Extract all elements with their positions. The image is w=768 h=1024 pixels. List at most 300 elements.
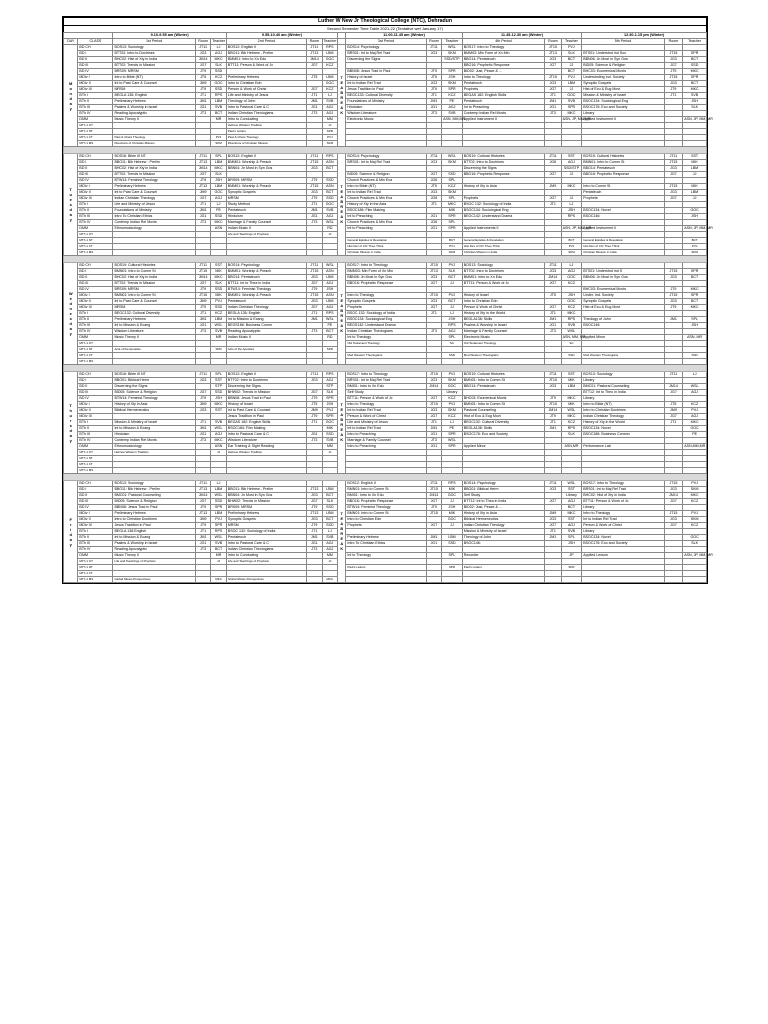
cell: Intro to Bible (NT) bbox=[346, 184, 426, 190]
cell: BHC03: Ecumenical Movts bbox=[462, 396, 544, 402]
cell: KCZ bbox=[561, 281, 582, 287]
cell: JG7 bbox=[664, 499, 683, 505]
cell: BSOC176: Eco and Society bbox=[462, 432, 544, 438]
cell: JJ bbox=[322, 232, 337, 238]
cell: JT11 bbox=[195, 372, 210, 378]
break-letter: T bbox=[340, 293, 343, 298]
cell: JP bbox=[561, 553, 582, 559]
cell: SSD bbox=[211, 87, 226, 93]
cell: MIK bbox=[561, 402, 582, 408]
day-letter: F bbox=[69, 516, 72, 522]
cell: BBO14: Pentateuch bbox=[462, 384, 544, 390]
cell: JG7 bbox=[195, 172, 210, 178]
cell: Christian Mission in India bbox=[346, 250, 426, 256]
cell: GOC bbox=[561, 275, 582, 281]
cell: JG1 bbox=[426, 226, 441, 232]
cell: BBN08: Jesus Trad in Paul bbox=[113, 505, 195, 511]
cell: JG3 bbox=[664, 190, 683, 196]
cell: MIK bbox=[683, 160, 707, 166]
cell: BSOC176: Eco and Society bbox=[582, 105, 664, 111]
cell: JT9 bbox=[664, 287, 683, 293]
break-letter: B bbox=[340, 526, 344, 531]
cell: MKC bbox=[683, 420, 707, 426]
cell: JSH bbox=[442, 75, 463, 81]
break-letter: A bbox=[340, 323, 344, 328]
cell: Library bbox=[442, 390, 463, 396]
cell: Electronic Music bbox=[462, 335, 544, 341]
class-cell: BTh IV bbox=[78, 329, 113, 335]
cell: BTT11: Person & Work of Jc bbox=[582, 499, 664, 505]
cell: Psalms & Worship in Israel bbox=[113, 541, 195, 547]
cell: JT1 bbox=[545, 202, 561, 208]
class-cell: BTh III bbox=[78, 323, 113, 329]
cell: JG7 bbox=[307, 390, 322, 396]
cell: JM1 bbox=[307, 99, 322, 105]
cell: Electronic Music bbox=[346, 117, 426, 123]
cell: JG3 bbox=[426, 51, 441, 57]
column-header: Room bbox=[545, 39, 561, 45]
cell: SST bbox=[561, 487, 582, 493]
cell: Int to Mission & Ecang bbox=[113, 323, 195, 329]
cell: Prophets bbox=[462, 87, 544, 93]
cell: AGJ bbox=[211, 432, 226, 438]
cell: LBM bbox=[561, 384, 582, 390]
cell: Synoptic Gospels bbox=[582, 81, 664, 87]
cell: Contemp Indian Rel Movts bbox=[113, 220, 195, 226]
cell: AGJ bbox=[322, 541, 337, 547]
cell: LBM bbox=[211, 317, 226, 323]
slot-time: 9.55-10.40 am (Winter) bbox=[226, 33, 337, 39]
cell: AGJ bbox=[322, 281, 337, 287]
class-cell: BD IV bbox=[78, 178, 113, 184]
cell: Library bbox=[582, 529, 664, 535]
day-separator bbox=[64, 256, 707, 263]
cell: BTS01: Understnd Ind S bbox=[582, 269, 664, 275]
day-letter: n bbox=[69, 90, 72, 96]
cell: JT1 bbox=[426, 202, 441, 208]
break-letter: K bbox=[340, 110, 344, 115]
cell: JT15 bbox=[664, 269, 683, 275]
class-cell: MTh 1 OT bbox=[78, 232, 113, 238]
break-letter: T bbox=[340, 402, 343, 407]
cell: JG3 bbox=[307, 378, 322, 384]
cell: JT15 bbox=[307, 269, 322, 275]
cell: JG3 bbox=[426, 299, 441, 305]
cell: SST bbox=[211, 378, 226, 384]
day-letter: T bbox=[69, 402, 72, 408]
cell: JT9 bbox=[307, 178, 322, 184]
class-cell: MTh 1 CT bbox=[78, 135, 113, 141]
cell: JG3 bbox=[664, 517, 683, 523]
column-header: Teacher bbox=[323, 39, 337, 43]
cell: PVJ bbox=[442, 244, 463, 250]
cell: Mod Western Theologians bbox=[582, 353, 664, 359]
cell: JJ bbox=[683, 172, 707, 178]
cell: Prophets bbox=[346, 523, 426, 529]
cell: LJ bbox=[211, 202, 226, 208]
cell: BID05: Science & Religion bbox=[346, 172, 426, 178]
column-header: Room bbox=[426, 39, 441, 45]
cell bbox=[426, 577, 441, 583]
cell: LBM bbox=[211, 511, 226, 517]
tea-break-label bbox=[338, 481, 346, 583]
break-letter: T bbox=[340, 511, 343, 516]
column-header: Teacher bbox=[683, 39, 707, 45]
cell: JSH bbox=[211, 178, 226, 184]
cell: BBO11: Bib Hebrew - Prelim bbox=[226, 51, 306, 57]
cell: SKM bbox=[561, 250, 582, 256]
cell: Person & Work of Christ bbox=[346, 414, 426, 420]
break-letter: E bbox=[340, 80, 343, 85]
cell: MKC bbox=[683, 69, 707, 75]
cell: JT3 bbox=[307, 111, 322, 117]
cell: JG7 bbox=[545, 499, 561, 505]
cell: PVJ bbox=[683, 408, 707, 414]
cell: GOC bbox=[211, 81, 226, 87]
break-letter: T bbox=[340, 184, 343, 189]
cell: JT13 bbox=[307, 487, 322, 493]
class-cell: BD IV bbox=[78, 287, 113, 293]
cell: SPR bbox=[442, 432, 463, 438]
class-cell: BD III bbox=[78, 281, 113, 287]
cell: WSL bbox=[442, 154, 463, 160]
cell: SSD/STP bbox=[442, 57, 463, 63]
cell: GOC bbox=[442, 384, 463, 390]
cell: SKM bbox=[683, 487, 707, 493]
cell: JT3 bbox=[426, 329, 441, 335]
cell: JG3 bbox=[307, 275, 322, 281]
cell: PVJ bbox=[322, 408, 337, 414]
cell: Performance Lab bbox=[582, 444, 664, 450]
cell: PVJ bbox=[211, 299, 226, 305]
cell: Int to Indian Rel Trad bbox=[346, 408, 426, 414]
class-cell: MDiv III bbox=[78, 414, 113, 420]
cell: GOC bbox=[683, 535, 707, 541]
cell: BOS12: English II bbox=[346, 481, 426, 487]
cell: AGJ bbox=[561, 499, 582, 505]
break-letter: B bbox=[340, 417, 344, 422]
cell: Paul's Letters bbox=[346, 565, 426, 571]
day-letter: s bbox=[69, 202, 72, 207]
class-cell: MDiv III bbox=[78, 305, 113, 311]
cell: History of Xty in the Asia bbox=[346, 202, 426, 208]
break-letter: A bbox=[340, 214, 344, 219]
cell: JT3 bbox=[545, 111, 561, 117]
cell: GOC bbox=[442, 517, 463, 523]
cell: Church Practices & Min Eva bbox=[346, 178, 426, 184]
cell: KCZ bbox=[442, 93, 463, 99]
cell: Synoptic Gospels bbox=[226, 517, 306, 523]
cell: JJ bbox=[211, 450, 226, 456]
cell: BOS19: Cultural Histories bbox=[462, 372, 544, 378]
cell: Directions of Christian Mission bbox=[113, 141, 195, 147]
cell: GOC bbox=[322, 202, 337, 208]
cell: JJ bbox=[322, 450, 337, 456]
day-letter: W bbox=[68, 291, 73, 296]
cell: SSD bbox=[322, 432, 337, 438]
cell: JM14 bbox=[545, 408, 561, 414]
cell: MIK bbox=[442, 511, 463, 517]
cell: SPR bbox=[561, 565, 582, 571]
cell: BTT11: Int to Thea in India bbox=[226, 281, 306, 287]
column-header: Teacher bbox=[212, 39, 226, 43]
cell: SSD bbox=[211, 390, 226, 396]
slot-time: 11.00-11.45 am (Winter) bbox=[346, 33, 462, 39]
cell: ASN,MM,MR bbox=[684, 444, 706, 448]
cell: Synoptic Gospels bbox=[226, 190, 306, 196]
cell: BMI01: Intro to Xn Edu bbox=[346, 384, 426, 390]
cell: Reading Apocalyptic bbox=[113, 111, 195, 117]
cell: Intro to Christian Doctrines bbox=[113, 517, 195, 523]
cell: JG7 bbox=[195, 499, 210, 505]
cell: Indian Christian Theologians bbox=[226, 547, 306, 553]
class-cell: BTh III bbox=[78, 541, 113, 547]
cell: JT1 bbox=[195, 93, 210, 99]
cell: Applied Lesson bbox=[582, 553, 664, 559]
cell: Life and Ministry of Jesus bbox=[226, 93, 306, 99]
cell: ASN, MR bbox=[683, 335, 707, 341]
cell: Global Missio Perspectives bbox=[226, 577, 306, 583]
cell: Music Theory II bbox=[113, 117, 195, 123]
cell: AGJ bbox=[561, 160, 582, 166]
cell: JG3 bbox=[307, 166, 322, 172]
cell bbox=[582, 577, 664, 583]
cell: History of Xty in the World bbox=[462, 311, 544, 317]
cell: Global Missio Perspectives bbox=[113, 577, 195, 583]
cell: SPR bbox=[322, 129, 337, 135]
cell: Ethnomusicology bbox=[113, 444, 195, 450]
cell: BTT02: Intro to Doctrines bbox=[226, 378, 306, 384]
day-letter: a bbox=[69, 212, 72, 217]
class-cell: BTh IV bbox=[78, 220, 113, 226]
cell: Life and Teachings of Prophets bbox=[226, 232, 306, 238]
cell: Past & Chars Theology bbox=[113, 135, 195, 141]
class-cell: MTh 1 NT bbox=[78, 456, 113, 462]
cell: Theology of John bbox=[226, 99, 306, 105]
cell: JM1 bbox=[545, 99, 561, 105]
cell: JM1 bbox=[195, 535, 210, 541]
cell: JG7 bbox=[545, 196, 561, 202]
cell: JT1 bbox=[545, 311, 561, 317]
break-letter: R bbox=[340, 422, 344, 427]
cell: JT3 bbox=[195, 547, 210, 553]
cell: JG7 bbox=[664, 523, 683, 529]
cell: BTT02: Intro to Doctrines bbox=[462, 269, 544, 275]
cell: LBM bbox=[442, 535, 463, 541]
cell: SSD bbox=[442, 541, 463, 547]
cell: MKC bbox=[211, 275, 226, 281]
cell: WSL bbox=[322, 317, 337, 323]
cell: BCT bbox=[322, 493, 337, 499]
cell: JT11 bbox=[307, 372, 322, 378]
cell: AGJ bbox=[322, 105, 337, 111]
cell: PVJ bbox=[211, 135, 226, 141]
cell: JT1 bbox=[545, 93, 561, 99]
cell: Hist of Ecu & Eug Movt bbox=[462, 414, 544, 420]
cell: Library bbox=[561, 493, 582, 499]
cell: BBO11: Bib Hebrew - Prelim bbox=[113, 487, 195, 493]
class-cell: BD CH bbox=[78, 372, 113, 378]
cell: JT13 bbox=[195, 487, 210, 493]
cell: JG3 bbox=[545, 517, 561, 523]
cell: GOC bbox=[322, 420, 337, 426]
cell: BHC03: Ecumenical Movts bbox=[582, 69, 664, 75]
cell: JT15 bbox=[545, 378, 561, 384]
cell: JT9 bbox=[307, 396, 322, 402]
cell: WSL bbox=[211, 426, 226, 432]
cell: JSH bbox=[683, 323, 707, 329]
cell: JG1 bbox=[195, 432, 210, 438]
class-cell: BD III bbox=[78, 499, 113, 505]
cell: MKC bbox=[561, 111, 582, 117]
cell: JT9 bbox=[307, 505, 322, 511]
cell: History of Israel bbox=[346, 75, 426, 81]
cell: BSOC 132: Sociology of India bbox=[462, 202, 544, 208]
cell: SPL bbox=[442, 220, 463, 226]
cell: JG7 bbox=[307, 63, 322, 69]
cell: Theology of John bbox=[582, 317, 664, 323]
cell: SSD bbox=[211, 69, 226, 75]
cell: MKC bbox=[211, 402, 226, 408]
cell: BCT bbox=[683, 81, 707, 87]
break-letter: A bbox=[340, 432, 344, 437]
cell: BEGC132: Cultural Diversity bbox=[113, 311, 195, 317]
tea-break-label bbox=[338, 372, 346, 474]
day-letter: d bbox=[69, 531, 72, 537]
cell bbox=[545, 577, 561, 583]
cell: BBN06: Jn Most in Syn Gos bbox=[346, 275, 426, 281]
day-letter: u bbox=[69, 412, 72, 418]
cell: WSL bbox=[561, 329, 582, 335]
cell: JT15 bbox=[664, 184, 683, 190]
cell: BCT bbox=[683, 238, 707, 244]
cell: Person & Work of Christ bbox=[582, 523, 664, 529]
cell: SLK bbox=[442, 269, 463, 275]
break-letter: A bbox=[340, 541, 344, 546]
cell: Preliminary Hebrew bbox=[226, 511, 306, 517]
class-cell: BTh IV bbox=[78, 547, 113, 553]
cell: Hebrew Wisdom Tradition bbox=[226, 450, 306, 456]
cell: SLK bbox=[322, 390, 337, 396]
cell: JG3 bbox=[664, 299, 683, 305]
cell: JT11 bbox=[426, 481, 441, 487]
cell: MKC bbox=[561, 414, 582, 420]
cell: JT15 bbox=[426, 402, 441, 408]
cell: Indian Christian Theologians bbox=[346, 329, 426, 335]
cell: RD bbox=[322, 226, 337, 232]
cell: BRS09: MRSM bbox=[226, 505, 306, 511]
cell: JT1 bbox=[545, 420, 561, 426]
cell: BHC02: Hist of Xty in India bbox=[582, 493, 664, 499]
cell: Past & Chars Theology bbox=[226, 135, 306, 141]
cell: JT1 bbox=[426, 93, 441, 99]
cell: SSD bbox=[211, 305, 226, 311]
cell: BCT bbox=[561, 57, 582, 63]
cell: BEGLA 136: English bbox=[226, 311, 306, 317]
cell: ASN, JP, MM, MR bbox=[684, 226, 713, 230]
cell: SSD bbox=[211, 499, 226, 505]
cell: Directions of Christian Mission bbox=[226, 141, 306, 147]
cell: JT15 bbox=[545, 75, 561, 81]
cell: SPL bbox=[442, 196, 463, 202]
cell: JT1 bbox=[195, 311, 210, 317]
cell: SST bbox=[561, 517, 582, 523]
cell: JG3 bbox=[426, 160, 441, 166]
cell: History of Xty in Asia bbox=[462, 184, 544, 190]
cell: ASN bbox=[211, 226, 226, 232]
cell: SVB bbox=[322, 208, 337, 214]
cell: MKC bbox=[322, 577, 337, 583]
cell: JG7 bbox=[307, 499, 322, 505]
cell: JT11 bbox=[545, 263, 561, 269]
cell: JT1 bbox=[195, 202, 210, 208]
cell: SSD bbox=[322, 505, 337, 511]
cell: Int to Theology bbox=[346, 553, 426, 559]
cell: Hinduism bbox=[346, 105, 426, 111]
cell: Intro to Theology bbox=[582, 511, 664, 517]
cell: Preliminary Hebrew bbox=[113, 511, 195, 517]
cell: JT15 bbox=[664, 160, 683, 166]
cell: BOS16: Bible III NT bbox=[113, 154, 195, 160]
cell: WSL bbox=[561, 408, 582, 414]
cell: SPL bbox=[442, 178, 463, 184]
cell: MIK bbox=[442, 487, 463, 493]
cell: JT9 bbox=[307, 414, 322, 420]
cell: JG7 bbox=[664, 390, 683, 396]
cell: JG3 bbox=[426, 81, 441, 87]
cell: Library bbox=[582, 396, 664, 402]
cell: Int to Preaching bbox=[462, 105, 544, 111]
cell: Church Practices & Min Eva bbox=[346, 196, 426, 202]
cell: SST bbox=[683, 154, 707, 160]
cell: LBM bbox=[322, 51, 337, 57]
cell: JT3 bbox=[545, 329, 561, 335]
cell: SPL bbox=[561, 535, 582, 541]
cell: BRS01: Int to Maj Rel Trad bbox=[346, 160, 426, 166]
cell: SPL bbox=[211, 154, 226, 160]
cell: BHC03: Ecumenical Movts bbox=[582, 287, 664, 293]
cell: SST bbox=[561, 372, 582, 378]
cell: JT11 bbox=[195, 154, 210, 160]
cell: Pentateuch bbox=[582, 190, 664, 196]
cell: Person & Work of Christ bbox=[226, 87, 306, 93]
cell: JG7 bbox=[545, 63, 561, 69]
cell: JG3 bbox=[545, 81, 561, 87]
cell: BBO16: Prophetic Response bbox=[346, 281, 426, 287]
cell: LJ bbox=[322, 93, 337, 99]
class-cell: MDiv I bbox=[78, 75, 113, 81]
class-cell: BTh III bbox=[78, 105, 113, 111]
cell: Under. Ind. Society bbox=[582, 293, 664, 299]
cell: JJ bbox=[561, 172, 582, 178]
cell: JG1 bbox=[195, 323, 210, 329]
cell: MM bbox=[322, 553, 337, 559]
class-cell: BD I bbox=[78, 269, 113, 275]
cell: JG7 bbox=[307, 305, 322, 311]
cell: MRSM bbox=[226, 523, 306, 529]
cell: PVJ bbox=[211, 517, 226, 523]
cell: ASN, MM,MR bbox=[443, 117, 466, 121]
cell: Paul's Letters bbox=[226, 129, 306, 135]
cell: KCZ bbox=[683, 523, 707, 529]
cell: BHC02: Hist of Xty in India bbox=[113, 166, 195, 172]
break-letter: A bbox=[340, 85, 344, 90]
cell: JT5 bbox=[307, 402, 322, 408]
cell: JT9 bbox=[195, 178, 210, 184]
cell: JT3 bbox=[426, 111, 441, 117]
cell: JG1 bbox=[426, 432, 441, 438]
cell: JM1 bbox=[426, 99, 441, 105]
